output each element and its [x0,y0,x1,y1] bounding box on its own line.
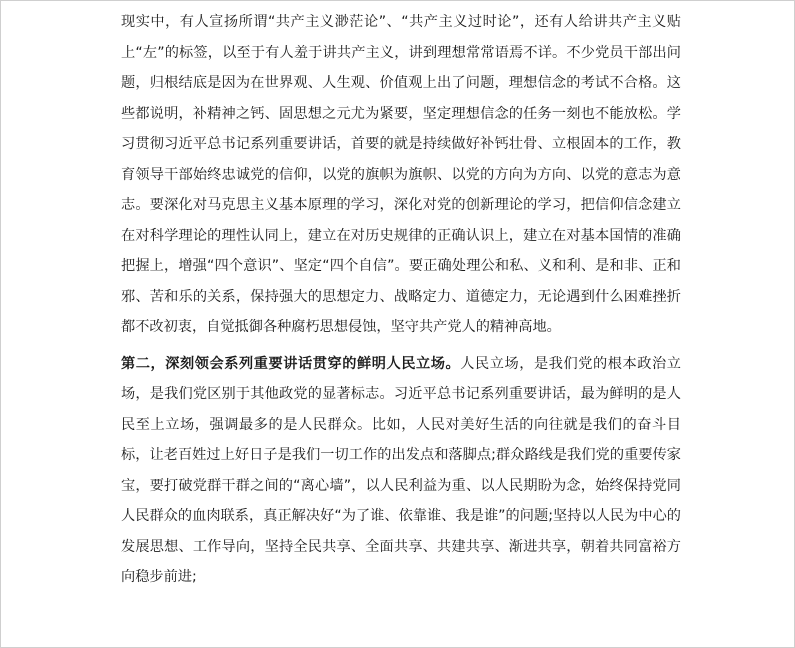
paragraph-ideals: 现实中，有人宣扬所谓“共产主义渺茫论”、“共产主义过时论”，还有人给讲共产主义贴上“左”的标签，以至于有人羞于讲共产主义，讲到理想常常语焉不详。不少党员干部出问题，归根结底是因为在世界观、人生观、价值观上出了问题，理想信念的考试不合格。这些都说明，补精神之钙、固思想之元尤为紧要，坚定理想信念的任务一刻也不能放松。学习贯彻习近平总书记系列重要讲话，首要的就是持续做好补钙壮骨、立根固本的工作，教育领导干部始终忠诚党的信仰，以党的旗帜为旗帜、以党的方向为方向、以党的意志为意志。要深化对马克思主义基本原理的学习，深化对党的创新理论的学习，把信仰信念建立在对科学理论的理性认同上，建立在对历史规律的正确认识上，建立在对基本国情的准确把握上，增强“四个意识”、坚定“四个自信”。要正确处理公和私、义和利、是和非、正和邪、苦和乐的关系，保持强大的思想定力、战略定力、道德定力，无论遇到什么困难挫折都不改初衷，自觉抵御各种腐朽思想侵蚀，坚守共产党人的精神高地。 [121,14,681,335]
paragraph-people-stance [121,349,681,593]
paragraph-people-stance-body: 人民立场，是我们党的根本政治立场，是我们党区别于其他政党的显著标志。习近平总书记系列重要讲话，最为鲜明的是人民至上立场，强调最多的是人民群众。比如，人民对美好生活的向往就是我们的奋斗目标，让老百姓过上好日子是我们一切工作的出发点和落脚点;群众路线是我们党的重要传家宝，要打破党群干群之间的“离心墙”，以人民利益为重、以人民期盼为念，始终保持党同人民群众的血肉联系，真正解决好“为了谁、依靠谁、我是谁”的问题;坚持以人民为中心的发展思想、工作导向，坚持全民共享、全面共享、共建共享、渐进共享，朝着共同富裕方向稳步前进; [121,355,681,585]
article-body [121,7,681,593]
section-heading-second: 第二，深刻领会系列重要讲话贯穿的鲜明人民立场。 [121,355,461,372]
